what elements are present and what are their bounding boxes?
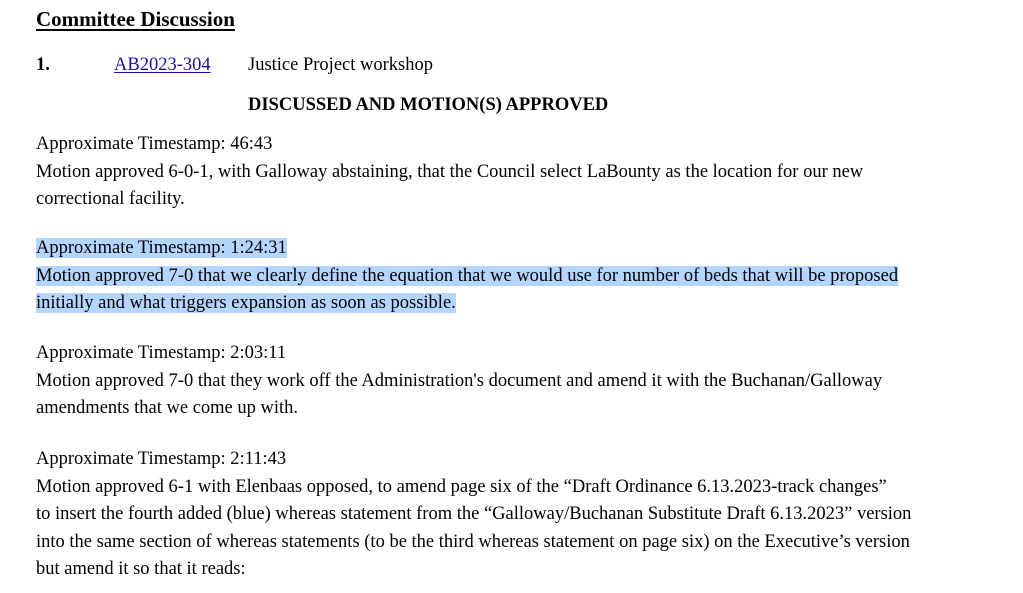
motion-block-2-highlighted [36,235,986,318]
motion-text-line: Motion approved 6-0-1, with Galloway abstaining, that the Council select LaBounty as the location for our new [36,161,864,182]
motion-timestamp: Approximate Timestamp: 2:11:43 [36,449,287,469]
motion-block-4 [36,446,986,584]
motion-text-line: but amend it so that it reads: [36,559,246,579]
motion-block-3 [36,340,986,423]
item-title: Justice Project workshop [248,55,433,75]
motion-text-line: Motion approved 6-1 with Elenbaas opposed, to amend page six of the “Draft Ordinance 6.13.2023-track changes” [36,476,887,497]
item-status: DISCUSSED AND MOTION(S) APPROVED [248,95,609,115]
motion-timestamp: Approximate Timestamp: 2:03:11 [36,343,287,363]
motion-text-line: initially and what triggers expansion as soon as possible. [36,293,456,313]
motion-text-line: into the same section of whereas statements (to be the third whereas statement on page six) on the Executive’s version [36,531,910,552]
item-number: 1. [36,55,50,75]
agenda-bill-link[interactable]: AB2023-304 [114,55,211,75]
motion-block-1 [36,131,986,214]
motion-text-line: amendments that we come up with. [36,398,299,418]
motion-timestamp: Approximate Timestamp: 46:43 [36,134,273,154]
motion-text-line: correctional facility. [36,189,185,209]
motion-text-line: Motion approved 7-0 that they work off the Administration's document and amend it with the Buchanan/Galloway [36,370,883,391]
section-heading: Committee Discussion [36,7,235,31]
motion-timestamp: Approximate Timestamp: 1:24:31 [36,238,287,258]
motion-text-line: to insert the fourth added (blue) whereas statement from the “Galloway/Buchanan Substitute Draft 6.13.2023” version [36,504,912,524]
motion-text-line: Motion approved 7-0 that we clearly define the equation that we would use for number of beds that will be proposed [36,265,899,286]
agenda-item-row [36,55,936,79]
